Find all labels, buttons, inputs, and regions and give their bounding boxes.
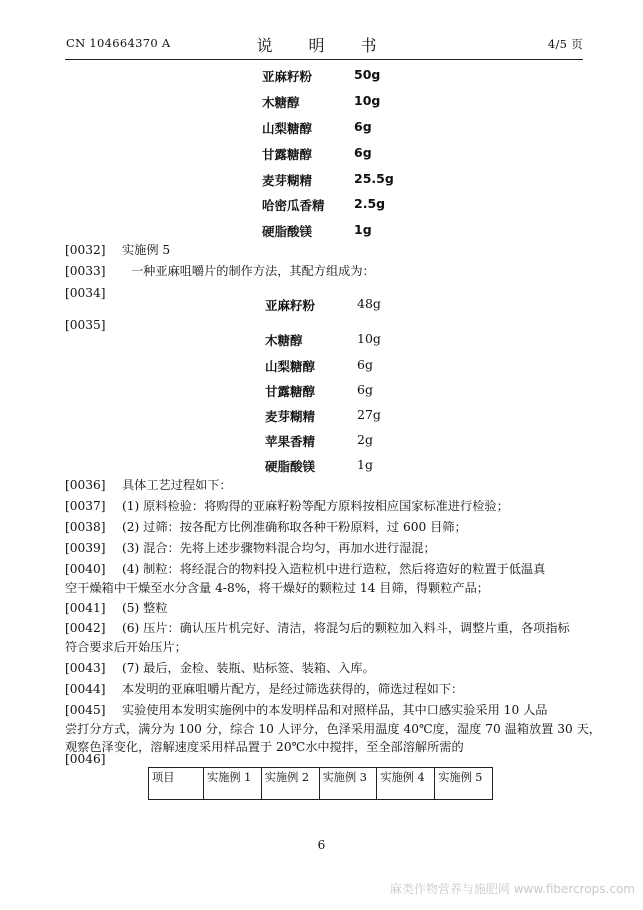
- paragraph-text: (4) 制粒：将经混合的物料投入造粒机中进行造粒，然后将造好的粒置于低温真: [122, 562, 546, 576]
- formula-row: [265, 457, 373, 475]
- paragraph: [65, 619, 583, 656]
- paragraph: [65, 262, 583, 281]
- ingredient-amount: 48g: [357, 296, 381, 311]
- paragraph-number: [0032]: [65, 243, 106, 257]
- paragraph-text: (5) 整粒: [122, 601, 168, 615]
- paragraph-number: [0038]: [65, 520, 106, 534]
- watermark: 麻类作物营养与施肥网 www.fibercrops.com: [389, 882, 635, 896]
- table-header-cell: 实施例 3: [319, 768, 377, 800]
- ingredient-name: 硬脂酸镁: [265, 459, 316, 474]
- ingredient-name: 木糖醇: [265, 333, 303, 348]
- paragraph-number: [0044]: [65, 682, 106, 696]
- paragraph-number: [0045]: [65, 703, 106, 717]
- paragraph-text: (1) 原料检验：将购得的亚麻籽粉等配方原料按相应国家标准进行检验；: [122, 499, 509, 513]
- formula-row: [262, 171, 462, 191]
- table-header-cell: 实施例 5: [435, 768, 493, 800]
- ingredient-name: 亚麻籽粉: [262, 69, 313, 84]
- ingredient-name: 木糖醇: [262, 95, 300, 110]
- paragraph-text: 空干燥箱中干燥至水分含量 4-8%，将干燥好的颗粒过 14 目筛，得颗粒产品；: [65, 580, 489, 595]
- results-table: [148, 767, 493, 800]
- paragraph: [65, 539, 583, 558]
- formula-row: [265, 407, 381, 425]
- paragraph-number: [0034]: [65, 286, 106, 300]
- paragraph-text: 实施例 5: [122, 243, 171, 257]
- paragraph-text: 符合要求后开始压片；: [65, 639, 187, 654]
- ingredient-amount: 27g: [357, 407, 381, 422]
- paragraph: [65, 599, 583, 618]
- paragraph: [65, 659, 583, 678]
- paragraph-text: 观察色泽变化，溶解速度采用样品置于 20℃水中搅拌，至全部溶解所需的: [65, 740, 464, 754]
- formula-row: [262, 67, 462, 87]
- ingredient-name: 硬脂酸镁: [262, 224, 313, 239]
- header-rule: [65, 59, 583, 60]
- ingredient-name: 麦芽糊精: [262, 173, 313, 188]
- paragraph-text: (2) 过筛：按各配方比例准确称取各种干粉原料，过 600 目筛；: [122, 520, 467, 534]
- paragraph: [65, 560, 583, 597]
- ingredient-name: 甘露糖醇: [262, 147, 313, 162]
- paragraph-text: 具体工艺过程如下：: [122, 478, 232, 492]
- paragraph: [65, 680, 583, 699]
- paragraph-number: [0033]: [65, 264, 106, 278]
- ingredient-amount: 10g: [357, 331, 381, 346]
- ingredient-name: 山梨糖醇: [265, 359, 316, 374]
- page-title: 说 明 书: [256, 36, 387, 55]
- ingredient-name: 亚麻籽粉: [265, 298, 316, 313]
- paragraph: [65, 701, 601, 757]
- formula-row: [262, 196, 462, 216]
- paragraph-number: [0036]: [65, 478, 106, 492]
- ingredient-name: 山梨糖醇: [262, 121, 313, 136]
- formula-row: [262, 145, 462, 165]
- formula-row: [265, 432, 373, 450]
- paragraph-text: (7) 最后，金检、装瓶、贴标签、装箱、入库。: [122, 661, 375, 675]
- ingredient-amount: 1g: [354, 222, 372, 237]
- paragraph: [65, 518, 583, 537]
- paragraph-number: [0043]: [65, 661, 106, 675]
- ingredient-amount: 50g: [354, 67, 381, 82]
- paragraph-text: 尝打分方式，满分为 100 分，综合 10 人评分，色泽采用温度 40℃度，湿度 70 温箱放置 30 天，: [65, 721, 601, 736]
- paragraph: [65, 241, 583, 260]
- paragraph-number: [0040]: [65, 562, 106, 576]
- page-indicator: 4/5 页: [547, 37, 583, 51]
- table-header-cell: 项目: [149, 768, 204, 800]
- ingredient-amount: 6g: [354, 119, 372, 134]
- formula-row: [265, 382, 373, 400]
- table-header-cell: 实施例 4: [377, 768, 435, 800]
- ingredient-name: 哈密瓜香精: [262, 198, 325, 213]
- formula-row: [262, 119, 462, 139]
- paragraph-number: [0037]: [65, 499, 106, 513]
- paragraph-number: [0035]: [65, 318, 106, 332]
- doc-number: CN 104664370 A: [66, 36, 171, 50]
- paragraph: [65, 497, 583, 516]
- formula-row: [265, 357, 373, 375]
- ingredient-amount: 2.5g: [354, 196, 386, 211]
- paragraph-text: 实验使用本发明实施例中的本发明样品和对照样品，其中口感实验采用 10 人品: [122, 703, 548, 717]
- formula-row: [262, 93, 462, 113]
- paragraph-text: (3) 混合：先将上述步骤物料混合均匀，再加水进行湿混；: [122, 541, 436, 555]
- paragraph: [65, 476, 583, 495]
- ingredient-amount: 6g: [357, 382, 373, 397]
- formula-row: [262, 222, 462, 242]
- formula-row: [265, 331, 381, 349]
- ingredient-amount: 6g: [357, 357, 373, 372]
- ingredient-amount: 10g: [354, 93, 381, 108]
- ingredient-amount: 25.5g: [354, 171, 394, 186]
- paragraph-number: [0042]: [65, 621, 106, 635]
- formula-row: [265, 296, 381, 314]
- paragraph-text: (6) 压片：确认压片机完好、清洁，将混匀后的颗粒加入料斗，调整片重，各项指标: [122, 621, 570, 635]
- paragraph-text: 本发明的亚麻咀嚼片配方，是经过筛选获得的，筛选过程如下：: [122, 682, 464, 696]
- page-number: 6: [317, 838, 326, 852]
- paragraph-number: [0046]: [65, 752, 106, 766]
- ingredient-amount: 1g: [357, 457, 373, 472]
- ingredient-name: 麦芽糊精: [265, 409, 316, 424]
- table-header-cell: 实施例 2: [261, 768, 319, 800]
- ingredient-amount: 2g: [357, 432, 373, 447]
- table-header-row: [149, 768, 493, 800]
- ingredient-amount: 6g: [354, 145, 372, 160]
- ingredient-name: 苹果香精: [265, 434, 316, 449]
- paragraph-number: [0041]: [65, 601, 106, 615]
- paragraph-number: [0039]: [65, 541, 106, 555]
- paragraph-text: 一种亚麻咀嚼片的制作方法，其配方组成为：: [131, 264, 375, 278]
- table-header-cell: 实施例 1: [204, 768, 262, 800]
- ingredient-name: 甘露糖醇: [265, 384, 316, 399]
